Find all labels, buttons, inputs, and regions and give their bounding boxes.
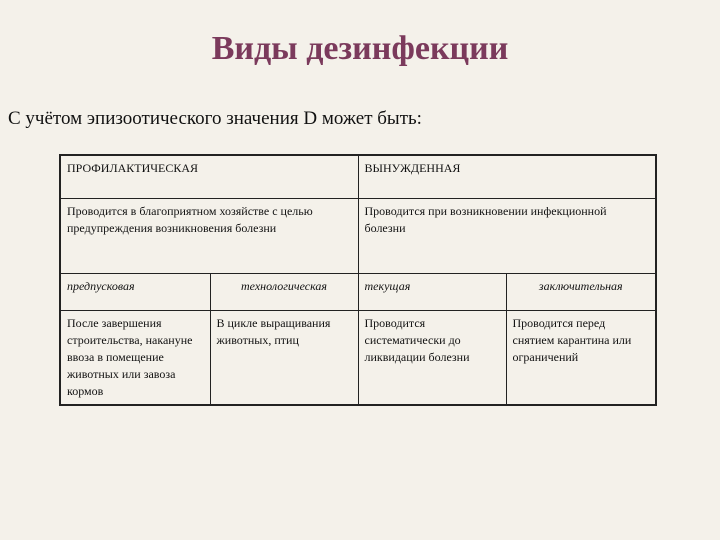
description-forced: Проводится при возникновении инфекционной болезни	[358, 199, 656, 274]
subtype-prelaunch: предпусковая	[60, 274, 210, 311]
slide-title: Виды дезинфекции	[211, 30, 509, 67]
subtype-details-row	[60, 311, 656, 406]
detail-technological: В цикле выращивания животных, птиц	[210, 311, 358, 406]
detail-final: Проводится перед снятием карантина или ограничений	[506, 311, 656, 406]
description-preventive: Проводится в благоприятном хозяйстве с целью предупреждения возникновения болезни	[60, 199, 358, 274]
header-preventive: ПРОФИЛАКТИЧЕСКАЯ	[60, 155, 358, 199]
subtype-row	[60, 274, 656, 311]
disinfection-types-table	[59, 154, 657, 406]
description-row	[60, 199, 656, 274]
header-forced: ВЫНУЖДЕННАЯ	[358, 155, 656, 199]
subtype-final: заключительная	[506, 274, 656, 311]
header-row	[60, 155, 656, 199]
detail-current: Проводится систематически до ликвидации болезни	[358, 311, 506, 406]
subtype-current: текущая	[358, 274, 506, 311]
subtype-technological: технологическая	[210, 274, 358, 311]
slide-subtitle: С учётом эпизоотического значения D может быть:	[8, 108, 422, 129]
detail-prelaunch: После завершения строительства, накануне ввоза в помещение животных или завоза кормов	[60, 311, 210, 406]
